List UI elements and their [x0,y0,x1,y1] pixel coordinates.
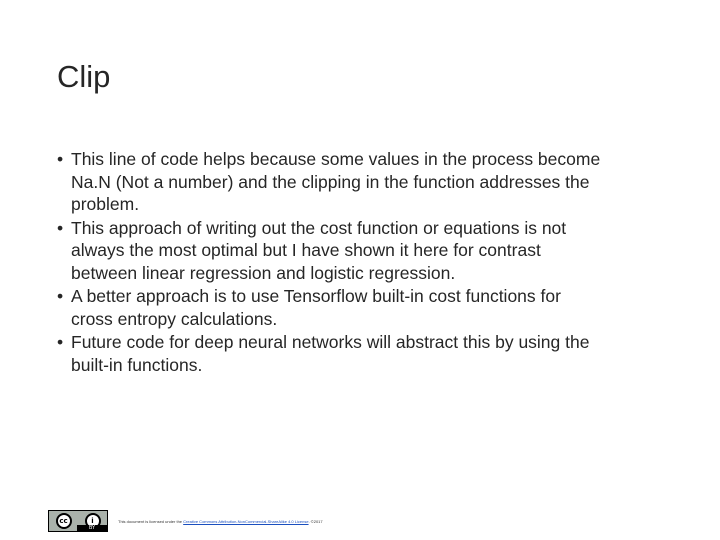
license-text [118,519,323,524]
bullet-marker: • [57,286,64,306]
cc-license-badge [48,510,108,532]
bullet-line: This line of code helps because some values in the process become [71,149,601,169]
bullet-line: Future code for deep neural networks will abstract this by using the [71,332,590,352]
bullet-line: between linear regression and logistic regression. [71,262,456,283]
attribution-icon: i [85,513,101,529]
license-suffix: . ©2017 [308,518,323,524]
license-link[interactable]: Creative Commons Attribution-NonCommercial-ShareAlike 4.0 License [183,518,309,524]
bullet-line: This approach of writing out the cost function or equations is not [71,217,567,238]
footer [48,509,323,533]
license-prefix: This document is licensed under the [118,518,183,524]
slide-title: Clip [57,59,111,94]
bullet-marker: • [57,332,64,352]
bullet-item [57,217,667,285]
bullet-item [57,285,667,330]
bullet-line: A better approach is to use Tensorflow built-in cost functions for [71,286,561,306]
bullet-item [57,331,667,376]
cc-icon: cc [56,513,72,529]
bullet-line: Na.N (Not a number) and the clipping in the function addresses the [71,171,590,192]
bullet-line: problem. [71,194,140,214]
by-label: BY [77,525,107,531]
bullet-line: always the most optimal but I have shown it here for contrast [71,240,541,260]
bullet-marker: • [57,217,64,238]
bullet-line: built-in functions. [71,354,203,375]
bullet-list [57,148,667,377]
bullet-item [57,148,667,216]
bullet-line: cross entropy calculations. [71,308,278,329]
bullet-marker: • [57,149,64,169]
